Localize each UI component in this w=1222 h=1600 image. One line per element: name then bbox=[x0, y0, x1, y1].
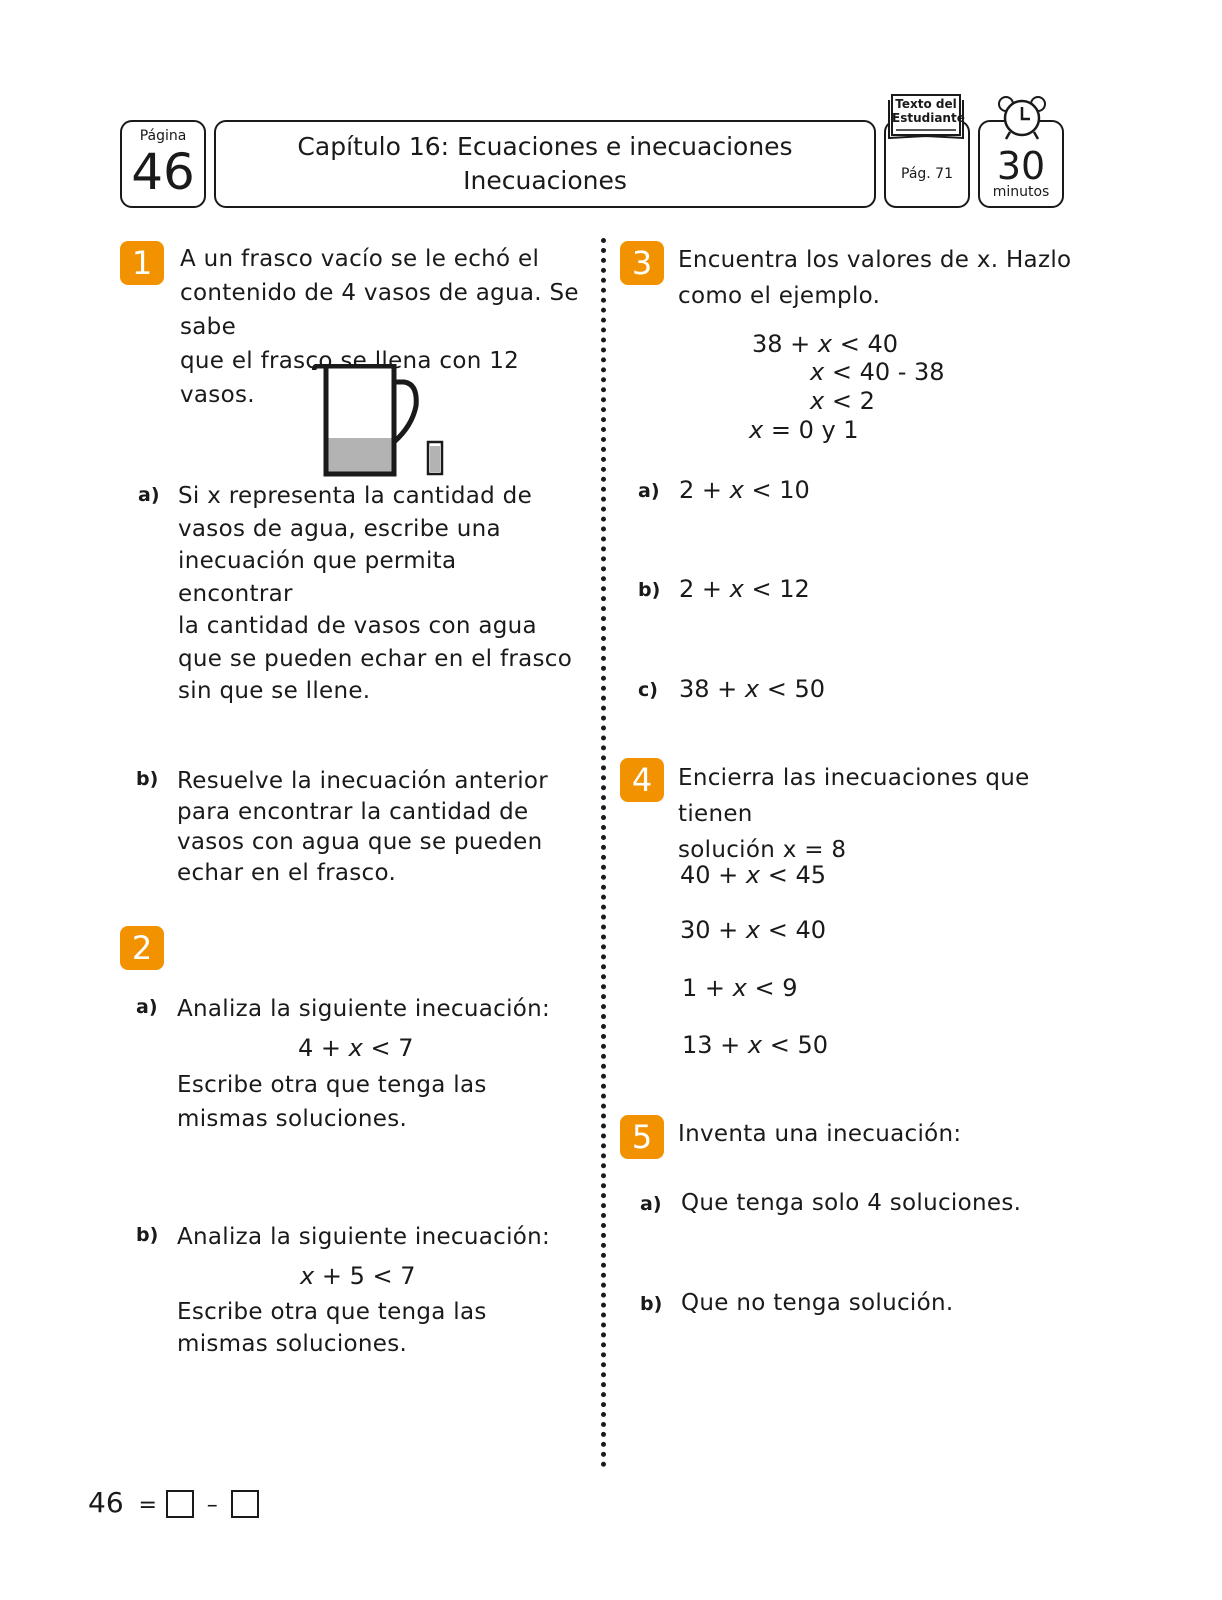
chapter-subtitle: Inecuaciones bbox=[463, 166, 627, 195]
pitcher-icon bbox=[312, 364, 424, 478]
chapter-title-box bbox=[214, 120, 876, 208]
footer-number: 46 bbox=[88, 1486, 124, 1519]
question-1a-label: a) bbox=[138, 484, 160, 506]
book-icon bbox=[886, 92, 966, 142]
alarm-clock-icon bbox=[996, 94, 1048, 142]
question-2b-instructions: Escribe otra que tenga las mismas soluciones. bbox=[177, 1299, 487, 1357]
question-5-text: Inventa una inecuación: bbox=[678, 1121, 962, 1147]
time-value: 30 bbox=[996, 144, 1046, 188]
footer-equals: = bbox=[138, 1493, 157, 1518]
question-3b-label: b) bbox=[638, 579, 661, 601]
question-1b-label: b) bbox=[136, 768, 159, 790]
book-label-1: Texto del bbox=[895, 97, 957, 111]
chapter-title: Capítulo 16: Ecuaciones e inecuaciones bbox=[297, 132, 793, 161]
time-unit: minutos bbox=[992, 184, 1050, 200]
footer-minus: – bbox=[206, 1493, 218, 1518]
question-3c-label: c) bbox=[638, 679, 658, 701]
question-2a-instructions: Escribe otra que tenga las mismas soluciones. bbox=[177, 1072, 487, 1132]
question-1a-text: Si x representa la cantidad de vasos de agua, escribe una inecuación que permita encontrar la cantidad de vasos con agua que se pueden echar en el frasco sin que se llene. bbox=[178, 483, 573, 704]
column-divider bbox=[601, 238, 606, 1468]
question-4-option-3[interactable]: 1 + x < 9 bbox=[682, 974, 798, 1002]
question-1-badge: 1 bbox=[120, 241, 164, 285]
question-2-badge: 2 bbox=[120, 926, 164, 970]
question-5b-label: b) bbox=[640, 1293, 663, 1315]
question-5a-label: a) bbox=[640, 1193, 662, 1215]
question-1b-text: Resuelve la inecuación anterior para encontrar la cantidad de vasos con agua que se pueden echar en el frasco. bbox=[177, 768, 549, 886]
question-2a-label: a) bbox=[136, 996, 158, 1018]
glass-icon bbox=[426, 440, 446, 476]
footer-box-2 bbox=[231, 1490, 259, 1518]
question-3a-label: a) bbox=[638, 480, 660, 502]
page-number-box bbox=[120, 120, 206, 208]
question-5-badge: 5 bbox=[620, 1115, 664, 1159]
question-2b-label: b) bbox=[136, 1224, 159, 1246]
question-3a-inequality: 2 + x < 10 bbox=[679, 476, 810, 504]
question-3c-inequality: 38 + x < 50 bbox=[679, 675, 826, 703]
question-5a-text: Que tenga solo 4 soluciones. bbox=[681, 1190, 1022, 1216]
question-2b-inequality: x + 5 < 7 bbox=[300, 1262, 416, 1290]
page-number: 46 bbox=[131, 143, 195, 201]
question-4-option-4[interactable]: 13 + x < 50 bbox=[682, 1031, 829, 1059]
question-3b-inequality: 2 + x < 12 bbox=[679, 575, 810, 603]
example-line-2: x < 40 - 38 bbox=[810, 358, 945, 386]
footer-equation bbox=[88, 1486, 259, 1523]
question-2a-inequality: 4 + x < 7 bbox=[298, 1034, 414, 1062]
example-line-3: x < 2 bbox=[810, 387, 875, 415]
book-label-2: Estudiante bbox=[892, 111, 965, 125]
question-3-badge: 3 bbox=[620, 241, 664, 285]
question-2b-text: Analiza la siguiente inecuación: bbox=[177, 1224, 551, 1250]
question-4-badge: 4 bbox=[620, 758, 664, 802]
question-2a-text: Analiza la siguiente inecuación: bbox=[177, 996, 551, 1022]
question-4-text: Encierra las inecuaciones que tienen solución x = 8 bbox=[678, 765, 1030, 863]
book-page: Pág. 71 bbox=[901, 166, 953, 182]
question-1-text: A un frasco vacío se le echó el contenido de 4 vasos de agua. Se sabe que el frasco se llena con 12 vasos. bbox=[180, 246, 579, 408]
footer-box-1 bbox=[166, 1490, 194, 1518]
question-5b-text: Que no tenga solución. bbox=[681, 1290, 954, 1316]
question-3-text: Encuentra los valores de x. Hazlo como el ejemplo. bbox=[678, 247, 1072, 309]
example-line-4: x = 0 y 1 bbox=[749, 416, 859, 444]
page-label: Página bbox=[139, 128, 187, 144]
example-line-1: 38 + x < 40 bbox=[752, 330, 899, 358]
question-4-option-1[interactable]: 40 + x < 45 bbox=[680, 861, 827, 889]
question-4-option-2[interactable]: 30 + x < 40 bbox=[680, 916, 827, 944]
